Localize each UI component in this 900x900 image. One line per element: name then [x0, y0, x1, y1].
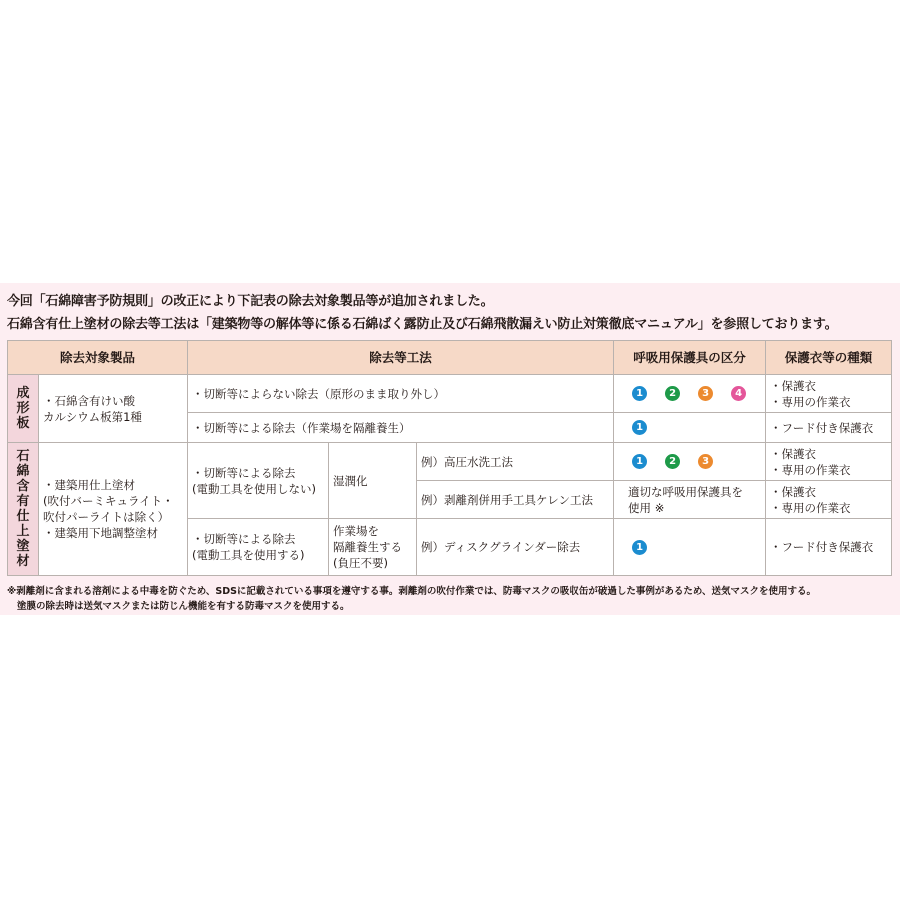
intro-line-2: 石綿含有仕上塗材の除去等工法は「建築物等の解体等に係る石綿ばく露防止及び石綿飛散漏えい防止対策徹底マニュアル」を参照しております。 [7, 317, 838, 332]
table-row [8, 375, 892, 413]
category-molded-board: 成形板 [8, 375, 39, 443]
protection-cell [614, 519, 766, 576]
removal-methods-table [7, 340, 892, 576]
clothing-cell: ・フード付き保護衣 [766, 413, 892, 443]
category-finish-coating: 石綿含有仕上塗材 [8, 443, 39, 576]
header-row [8, 341, 892, 375]
example-cell: 例）高圧水洗工法 [417, 443, 614, 481]
protection-3-icon: 3 [698, 386, 713, 401]
example-cell: 例）ディスクグラインダー除去 [417, 519, 614, 576]
sub-method-cell: 作業場を 隔離養生する (負圧不要) [329, 519, 417, 576]
protection-4-icon: 4 [731, 386, 746, 401]
protection-2-icon: 2 [665, 454, 680, 469]
protection-cell [614, 443, 766, 481]
clothing-cell: ・保護衣 ・専用の作業衣 [766, 443, 892, 481]
header-product: 除去対象製品 [8, 341, 188, 375]
method-cell: ・切断等による除去（作業場を隔離養生） [188, 413, 614, 443]
header-clothing: 保護衣等の種類 [766, 341, 892, 375]
protection-cell [614, 413, 766, 443]
product-cell: ・建築用仕上塗材 (吹付バーミキュライト・ 吹付パーライトは除く） ・建築用下地調整塗材 [39, 443, 188, 576]
protection-cell [614, 375, 766, 413]
footnote-line-2: 塗膜の除去時は送気マスクまたは防じん機能を有する防毒マスクを使用する。 [17, 601, 350, 612]
intro-line-1: 今回「石綿障害予防規則」の改正により下記表の除去対象製品等が追加されました。 [7, 294, 494, 309]
protection-1-icon: 1 [632, 386, 647, 401]
product-cell: ・石綿含有けい酸 カルシウム板第1種 [39, 375, 188, 443]
header-method: 除去等工法 [188, 341, 614, 375]
protection-2-icon: 2 [665, 386, 680, 401]
clothing-cell: ・保護衣 ・専用の作業衣 [766, 481, 892, 519]
protection-1-icon: 1 [632, 420, 647, 435]
method-cell: ・切断等によらない除去（原形のまま取り外し） [188, 375, 614, 413]
clothing-cell: ・保護衣 ・専用の作業衣 [766, 375, 892, 413]
footnote-line-1: ※剥離剤に含まれる溶剤による中毒を防ぐため、SDSに記載されている事項を遵守する事。剥離剤の吹付作業では、防毒マスクの吸収缶が破過した事例があるため、送気マスクを使用する。 [7, 586, 817, 597]
protection-1-icon: 1 [632, 454, 647, 469]
method-cell: ・切断等による除去 (電動工具を使用しない) [188, 443, 329, 519]
table-row [8, 443, 892, 481]
protection-cell: 適切な呼吸用保護具を 使用 ※ [614, 481, 766, 519]
sub-method-cell: 湿潤化 [329, 443, 417, 519]
protection-3-icon: 3 [698, 454, 713, 469]
clothing-cell: ・フード付き保護衣 [766, 519, 892, 576]
method-cell: ・切断等による除去 (電動工具を使用する) [188, 519, 329, 576]
protection-1-icon: 1 [632, 540, 647, 555]
header-protection: 呼吸用保護具の区分 [614, 341, 766, 375]
example-cell: 例）剥離剤併用手工具ケレン工法 [417, 481, 614, 519]
